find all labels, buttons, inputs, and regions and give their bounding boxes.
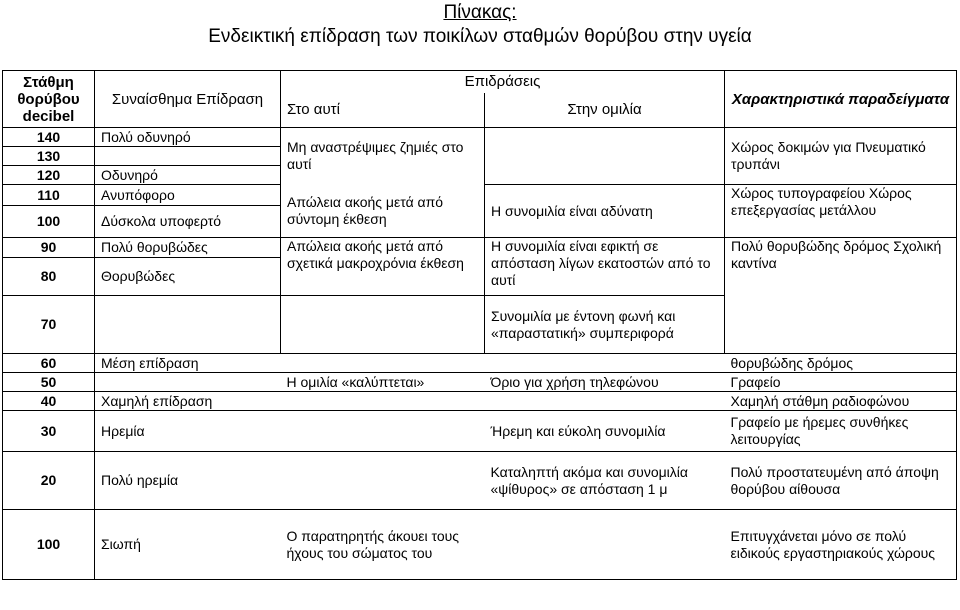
level-cell: 70	[3, 296, 95, 354]
feeling-cell: Μέση επίδραση	[95, 354, 281, 373]
ear-effect-cell	[281, 411, 485, 452]
level-cell: 20	[3, 452, 95, 510]
level-cell: 60	[3, 354, 95, 373]
header-on-speech: Στην ομιλία	[485, 93, 725, 128]
feeling-cell: Πολύ οδυνηρό	[95, 128, 281, 147]
ear-effect-cell: Απώλεια ακοής μετά από σχετικά μακροχρόνια έκθεση	[281, 238, 485, 296]
example-cell: Χώρος τυπογραφείου Χώρος επεξεργασίας μετάλλου	[725, 185, 957, 238]
feeling-cell	[95, 147, 281, 166]
ear-effect-cell	[281, 392, 485, 411]
ear-effect-cell: Η ομιλία «καλύπτεται»	[281, 373, 485, 392]
level-cell: 120	[3, 166, 95, 185]
title-block	[0, 0, 960, 50]
feeling-cell: Δύσκολα υποφερτό	[95, 206, 281, 238]
speech-effect-cell: Ήρεμη και εύκολη συνομιλία	[485, 411, 725, 452]
example-cell: Γραφείο	[725, 373, 957, 392]
level-cell: 90	[3, 238, 95, 258]
ear-effect-cell: Ο παρατηρητής άκουει τους ήχους του σώματος του	[281, 510, 485, 580]
example-cell: Γραφείο με ήρεμες συνθήκες λειτουργίας	[725, 411, 957, 452]
example-cell: Πολύ προστατευμένη από άποψη θορύβου αίθουσα	[725, 452, 957, 510]
level-cell: 100	[3, 510, 95, 580]
level-cell: 140	[3, 128, 95, 147]
header-on-self: Στο αυτί	[281, 93, 485, 128]
feeling-cell: Θορυβώδες	[95, 258, 281, 296]
speech-effect-cell: Συνομιλία με έντονη φωνή και «παραστατική» συμπεριφορά	[485, 296, 725, 354]
example-cell: Πολύ θορυβώδης δρόμος Σχολική καντίνα	[725, 238, 957, 354]
header-effects: Επιδράσεις	[281, 71, 725, 93]
feeling-cell: Ανυπόφορο	[95, 185, 281, 206]
example-cell: θορυβώδης δρόμος	[725, 354, 957, 373]
speech-effect-cell	[485, 392, 725, 411]
level-cell: 30	[3, 411, 95, 452]
noise-effects-table	[2, 70, 957, 580]
ear-effect-cell: Απώλεια ακοής μετά από σύντομη έκθεση	[281, 185, 485, 238]
example-cell: Χαμηλή στάθμη ραδιοφώνου	[725, 392, 957, 411]
ear-effect-cell	[281, 452, 485, 510]
table-title: Ενδεικτική επίδραση των ποικίλων σταθμών θορύβου στην υγεία	[208, 26, 752, 47]
feeling-cell: Χαμηλή επίδραση	[95, 392, 281, 411]
speech-effect-cell: Η συνομιλία είναι αδύνατη	[485, 185, 725, 238]
level-cell: 40	[3, 392, 95, 411]
ear-effect-cell	[281, 354, 485, 373]
speech-effect-cell: Η συνομιλία είναι εφικτή σε απόσταση λίγων εκατοστών από το αυτί	[485, 238, 725, 296]
speech-effect-cell	[485, 128, 725, 185]
level-cell: 130	[3, 147, 95, 166]
speech-effect-cell	[485, 354, 725, 373]
feeling-cell: Σιωπή	[95, 510, 281, 580]
feeling-cell	[95, 373, 281, 392]
header-feeling: Συναίσθημα Επίδραση	[95, 71, 281, 128]
level-cell: 100	[3, 206, 95, 238]
level-cell: 110	[3, 185, 95, 206]
feeling-cell: Πολύ θορυβώδες	[95, 238, 281, 258]
header-examples: Χαρακτηριστικά παραδείγματα	[725, 71, 957, 128]
feeling-cell: Οδυνηρό	[95, 166, 281, 185]
feeling-cell: Πολύ ηρεμία	[95, 452, 281, 510]
ear-effect-cell	[281, 296, 485, 354]
example-cell: Χώρος δοκιμών για Πνευματικό τρυπάνι	[725, 128, 957, 185]
speech-effect-cell: Καταληπτή ακόμα και συνομιλία «ψίθυρος» σε απόσταση 1 μ	[485, 452, 725, 510]
example-cell: Επιτυγχάνεται μόνο σε πολύ ειδικούς εργαστηριακούς χώρους	[725, 510, 957, 580]
feeling-cell	[95, 296, 281, 354]
ear-effect-cell: Μη αναστρέψιμες ζημιές στο αυτί	[281, 128, 485, 185]
speech-effect-cell	[485, 510, 725, 580]
speech-effect-cell: Όριο για χρήση τηλεφώνου	[485, 373, 725, 392]
table-label: Πίνακας:	[443, 2, 517, 23]
feeling-cell: Ηρεμία	[95, 411, 281, 452]
header-level: Στάθμη θορύβου decibel	[3, 71, 95, 128]
level-cell: 50	[3, 373, 95, 392]
level-cell: 80	[3, 258, 95, 296]
